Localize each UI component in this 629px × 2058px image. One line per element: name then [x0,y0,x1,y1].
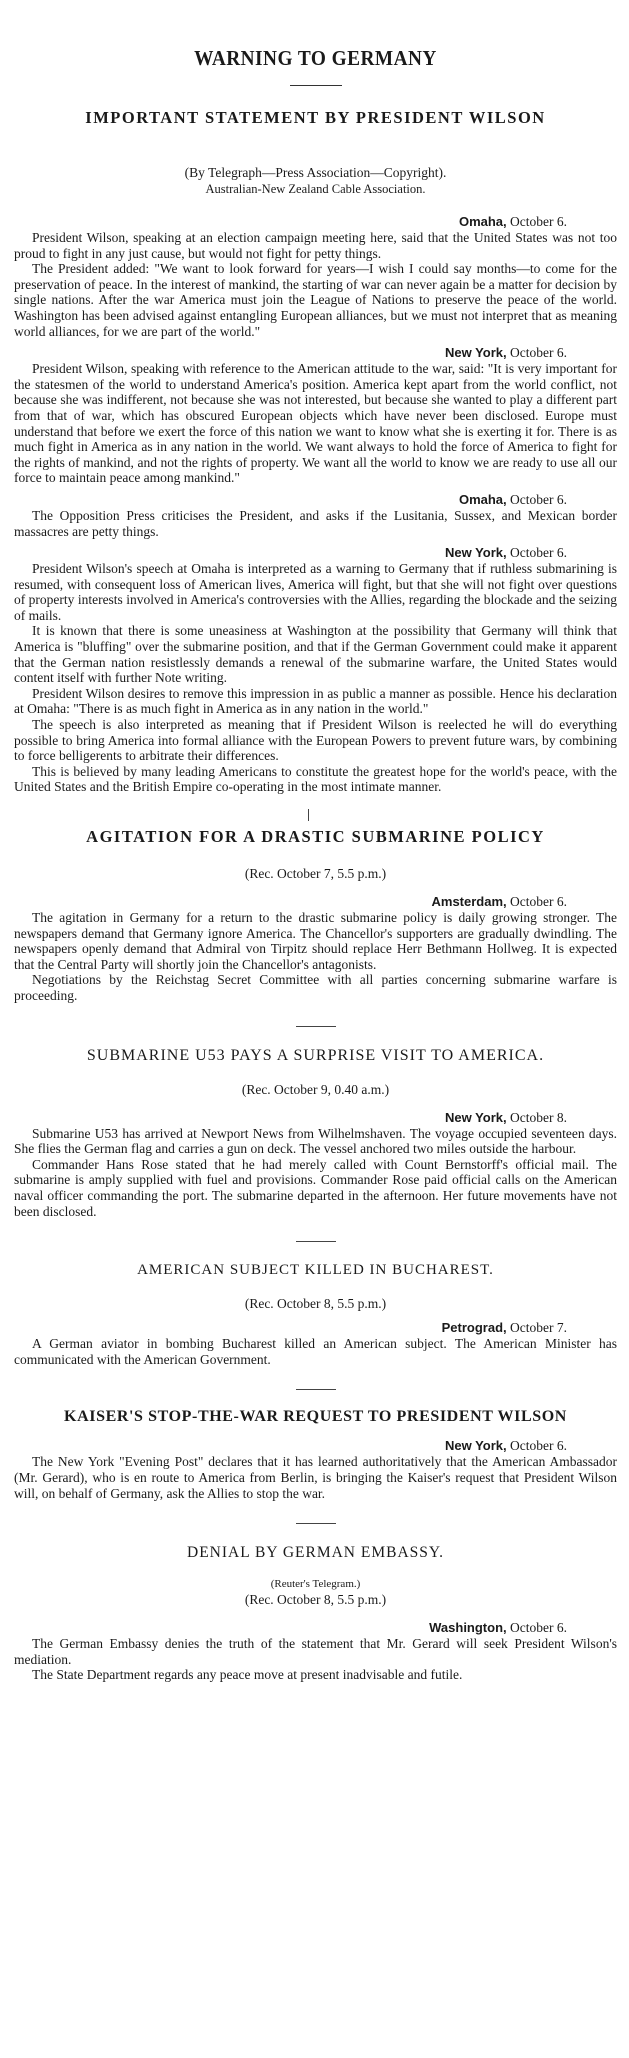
section-bucharest [14,1262,617,1367]
section-title: AGITATION FOR A DRASTIC SUBMARINE POLICY [86,827,545,846]
paragraph: The State Department regards any peace move at present inadvisable and futile. [32,1667,463,1683]
paragraph: It is known that there is some uneasiness at Washington at the possibility that Germany will think that America is "bluffing" over the submarine position, and that if the German Government could make it apparent that the German nation resistlessly demands a renewal of the submarine warfare, the United States would content itself with further Note writing. [14,623,617,686]
paragraph: Negotiations by the Reichstag Secret Committee with all parties concerning submarine warfare is proceeding. [14,972,617,1003]
dateline-date: October 6. [510,1438,567,1454]
paragraph: A German aviator in bombing Bucharest killed an American subject. The American Minister has communicated with the American Government. [14,1336,617,1367]
paragraph: This is believed by many leading Americans to constitute the greatest hope for the world's peace, with the United States and the British Empire co-operating in the most intimate manner. [14,763,617,795]
dateline [14,1438,567,1454]
paragraph: Commander Hans Rose stated that he had merely called with Count Bernstorff's official mail. The submarine is amply supplied with fuel and provisions. Commander Rose paid official calls on the American naval officer commanding the port. The submarine departed in the afternoon. Her future movements have not been disclosed. [14,1156,617,1219]
paragraph: The Opposition Press criticises the President, and asks if the Lusitania, Sussex, and Mexican border massacres are petty things. [14,507,617,539]
section-submarine-agitation [14,827,617,1004]
dateline-date: October 6. [510,345,567,361]
dateline [14,894,567,910]
section-title: IMPORTANT STATEMENT BY PRESIDENT WILSON [85,108,546,127]
press-credit: (Reuter's Telegram.) [270,1578,361,1591]
dateline-date: October 6. [510,491,567,507]
dateline-place: New York, [444,545,507,561]
dateline [14,1620,567,1636]
dateline [14,214,567,230]
section-embassy-denial [14,1544,617,1683]
dateline-place: New York, [444,1109,507,1125]
dateline [14,492,567,508]
paragraph: President Wilson desires to remove this impression in as public a manner as possible. Hence his declaration at Omaha: "There is as much fight in America as in any nation in the world." [14,685,617,717]
paragraph: The New York "Evening Post" declares that it has learned authoritatively that the American Ambassador (Mr. Gerard), who is en route to America from Berlin, is bringing the Kaiser's request that President Wilson will, on behalf of Germany, ask the Allies to stop the war. [14,1454,617,1501]
paragraph: President Wilson's speech at Omaha is interpreted as a warning to Germany that if ruthless submarining is resumed, with consequent loss of American lives, America will fight, but that she will not fight over questions of property interests involved in America's controversies with the Allies, regarding the blockade and the seizing of mails. [14,561,617,623]
dateline-place: New York, [444,345,507,361]
paragraph: President Wilson, speaking with reference to the American attitude to the war, said: "It is very important for the statesmen of the world to understand America's position. America kept apart from the world conflict, not because she was indifferent, not because she was not interested, but because she wanted to play a different part from that of war, which has obscured European objects which have never been disclosed. Europe must understand that before we exert the force of this nation we want to know what she is exerting it for. There is as much fight in America as in any nation in the world. We want always to hold the force of America to fight for the rights of mankind, and not the rights of property. We want all the world to know we are ready to use all our force to maintain peace among mankind." [14,361,617,486]
dateline-place: Amsterdam, [431,894,507,909]
press-credit-line: Australian-New Zealand Cable Association. [205,182,426,196]
section-u53-visit [14,1047,617,1220]
section-divider [308,809,323,821]
section-title: AMERICAN SUBJECT KILLED IN BUCHAREST. [137,1262,494,1279]
section-title: DENIAL BY GERMAN EMBASSY. [187,1544,444,1562]
section-divider [296,1026,336,1027]
dateline-date: October 7. [510,1320,567,1336]
paragraph: The speech is also interpreted as meaning that if President Wilson is reelected he will do everything possible to bring America into formal alliance with the European Powers to prevent future wars, by combining to force belligerents to arbitrate their differences. [14,717,617,764]
received-line: (Rec. October 9, 0.40 a.m.) [241,1081,390,1097]
dateline-place: Petrograd, [441,1320,507,1336]
section-wilson-statement [14,108,617,795]
dateline-place: New York, [444,1438,507,1454]
received-line: (Rec. October 8, 5.5 p.m.) [244,1592,387,1608]
dateline [14,345,567,361]
dateline-date: October 6. [510,545,567,561]
press-credit [14,164,617,198]
dateline-date: October 6. [510,1620,567,1636]
paragraph: The President added: "We want to look forward for years—I wish I could say months—to come for the preservation of peace. In the interest of mankind, the starting of war can never again be a matter for decision by single nations. After the war America must join the League of Nations to preserve the peace of the world. Washington has been advised against entangling European alliances, but we must not interpret that as meaning world alliances, for we are part of the world." [14,261,617,339]
paragraph: The agitation in Germany for a return to the drastic submarine policy is daily growing stronger. The newspapers demand that Germany ignore America. The Chancellor's supporters are gradually dwindling. The newspapers openly demand that Admiral von Tirpitz should replace Herr Bethmann Hollweg. It is expected that the Central Party will shortly join the Chancellor's antagonists. [14,910,617,972]
headline-rule [290,85,342,86]
received-line: (Rec. October 8, 5.5 p.m.) [244,1296,387,1312]
section-title: KAISER'S STOP-THE-WAR REQUEST TO PRESIDENT WILSON [64,1408,567,1426]
section-kaiser-request [14,1408,617,1501]
dateline-date: October 6. [510,894,567,909]
press-credit-line: (By Telegraph—Press Association—Copyright). [184,165,447,180]
section-title: SUBMARINE U53 PAYS A SURPRISE VISIT TO AMERICA. [86,1046,545,1064]
dateline-date: October 6. [510,214,567,229]
dateline [14,1110,567,1126]
paragraph: President Wilson, speaking at an election campaign meeting here, said that the United States was not too proud to fight in any just cause, but would not fight for petty things. [14,230,617,261]
main-headline: WARNING TO GERMANY [194,46,437,70]
dateline-place: Omaha, [458,491,507,507]
dateline-date: October 8. [510,1109,567,1125]
section-divider [296,1389,336,1390]
dateline-place: Omaha, [458,214,507,229]
paragraph: Submarine U53 has arrived at Newport News from Wilhelmshaven. The voyage occupied seventeen days. She flies the German flag and carries a gun on deck. The vessel anchored two miles outside the harbour. [14,1125,617,1157]
dateline-place: Washington, [429,1620,507,1636]
dateline [14,1320,567,1336]
section-divider [296,1241,336,1242]
dateline [14,545,567,561]
section-divider [296,1523,336,1524]
received-line: (Rec. October 7, 5.5 p.m.) [244,866,387,881]
paragraph: The German Embassy denies the truth of the statement that Mr. Gerard will seek President Wilson's mediation. [14,1636,617,1667]
